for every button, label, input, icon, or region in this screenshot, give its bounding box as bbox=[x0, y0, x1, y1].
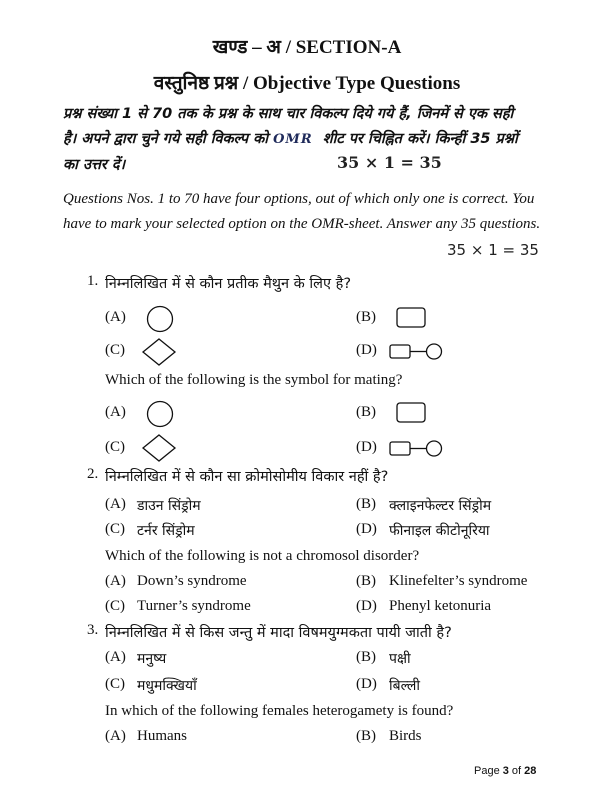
page-current: 3 bbox=[502, 765, 509, 777]
instructions-hindi-line-3: का उत्तर दें। bbox=[63, 157, 126, 173]
option-label: (B) bbox=[356, 573, 376, 589]
option-label: (A) bbox=[105, 649, 126, 665]
page-total: 28 bbox=[524, 765, 537, 777]
question-text-english: In which of the following females heterogamety is found? bbox=[105, 703, 454, 719]
instructions-english-line-1: Questions Nos. 1 to 70 have four options, out of which only one is correct. You bbox=[63, 191, 535, 207]
circle-icon bbox=[146, 305, 174, 333]
page-prefix: Page bbox=[474, 765, 503, 777]
option-label: (C) bbox=[105, 521, 125, 537]
option-label: (D) bbox=[356, 521, 377, 537]
diamond-icon bbox=[142, 338, 176, 366]
marks-formula-hindi: 35 × 1 = 35 bbox=[337, 153, 442, 172]
question-text-english: Which of the following is not a chromosol disorder? bbox=[105, 548, 420, 564]
option-label: (A) bbox=[105, 309, 126, 325]
section-subtitle-english: Objective Type Questions bbox=[252, 73, 461, 94]
option-label: (A) bbox=[105, 728, 126, 744]
page-of: of bbox=[508, 765, 525, 777]
option-label: (B) bbox=[356, 649, 376, 665]
question-number: 2. bbox=[87, 466, 99, 482]
option-label: (D) bbox=[356, 342, 377, 358]
page-number bbox=[474, 765, 536, 777]
marks-formula-english: 35 × 1 = 35 bbox=[447, 241, 539, 259]
option-text-hindi: मधुमक्खियाँ bbox=[137, 678, 197, 694]
option-text-hindi: क्लाइनफेल्टर सिंड्रोम bbox=[389, 498, 492, 514]
option-label: (B) bbox=[356, 404, 376, 420]
instructions-hindi-line-2 bbox=[63, 128, 518, 148]
instructions-hindi-line-1: प्रश्न संख्या 1 से 70 तक के प्रश्न के साथ चार विकल्प दिये गये हैं, जिनमें से एक सही bbox=[63, 106, 514, 122]
question-text-english: Which of the following is the symbol for mating? bbox=[105, 372, 403, 388]
option-text-hindi: फीनाइल कीटोनूरिया bbox=[389, 523, 490, 539]
option-text-hindi: पक्षी bbox=[389, 651, 411, 667]
question-text-hindi: निम्नलिखित में से किस जन्तु में मादा विषमयुग्मकता पायी जाती है? bbox=[105, 625, 452, 641]
option-label: (B) bbox=[356, 728, 376, 744]
option-label: (A) bbox=[105, 573, 126, 589]
option-text-english: Humans bbox=[137, 728, 187, 744]
square-icon bbox=[396, 307, 426, 329]
question-number: 3. bbox=[87, 622, 99, 638]
option-text-english: Turner’s syndrome bbox=[137, 598, 251, 614]
option-label: (C) bbox=[105, 439, 125, 455]
option-text-english: Phenyl ketonuria bbox=[389, 598, 492, 614]
option-label: (A) bbox=[105, 404, 126, 420]
option-label: (D) bbox=[356, 598, 377, 614]
option-text-english: Birds bbox=[389, 728, 422, 744]
square-line-circle-icon bbox=[389, 343, 447, 361]
option-label: (B) bbox=[356, 496, 376, 512]
option-label: (D) bbox=[356, 439, 377, 455]
question-text-hindi: निम्नलिखित में से कौन प्रतीक मैथुन के लिए है? bbox=[105, 276, 352, 292]
option-label: (B) bbox=[356, 309, 376, 325]
option-label: (C) bbox=[105, 342, 125, 358]
square-line-circle-icon bbox=[389, 440, 447, 458]
instructions-hindi-line-2a: है। अपने द्वारा चुने गये सही विकल्प को bbox=[63, 131, 274, 147]
omr-text: OMR bbox=[273, 132, 313, 147]
instructions-english-line-2: have to mark your selected option on the OMR-sheet. Answer any 35 questions. bbox=[63, 216, 541, 232]
subtitle-separator: / bbox=[238, 73, 253, 94]
diamond-icon bbox=[142, 434, 176, 462]
option-text-hindi: टर्नर सिंड्रोम bbox=[137, 523, 195, 539]
instructions-hindi-line-2b: शीट पर चिह्नित करें। किन्हीं 35 प्रश्नों bbox=[312, 131, 518, 147]
section-subtitle bbox=[0, 69, 614, 95]
option-text-hindi: मनुष्य bbox=[137, 651, 167, 667]
option-label: (C) bbox=[105, 598, 125, 614]
option-text-english: Klinefelter’s syndrome bbox=[389, 573, 528, 589]
option-text-english: Down’s syndrome bbox=[137, 573, 247, 589]
circle-icon bbox=[146, 400, 174, 428]
option-text-hindi: बिल्ली bbox=[389, 678, 421, 694]
section-subtitle-hindi: वस्तुनिष्ठ प्रश्न bbox=[153, 73, 239, 94]
section-title-hindi: खण्ड – अ bbox=[212, 37, 281, 58]
section-title bbox=[0, 33, 614, 59]
question-text-hindi: निम्नलिखित में से कौन सा क्रोमोसोमीय विकार नहीं है? bbox=[105, 469, 389, 485]
option-text-hindi: डाउन सिंड्रोम bbox=[137, 498, 201, 514]
square-icon bbox=[396, 402, 426, 424]
option-label: (A) bbox=[105, 496, 126, 512]
option-label: (D) bbox=[356, 676, 377, 692]
section-title-english: SECTION-A bbox=[295, 37, 402, 58]
title-separator: / bbox=[280, 37, 296, 58]
option-label: (C) bbox=[105, 676, 125, 692]
question-number: 1. bbox=[87, 273, 99, 289]
